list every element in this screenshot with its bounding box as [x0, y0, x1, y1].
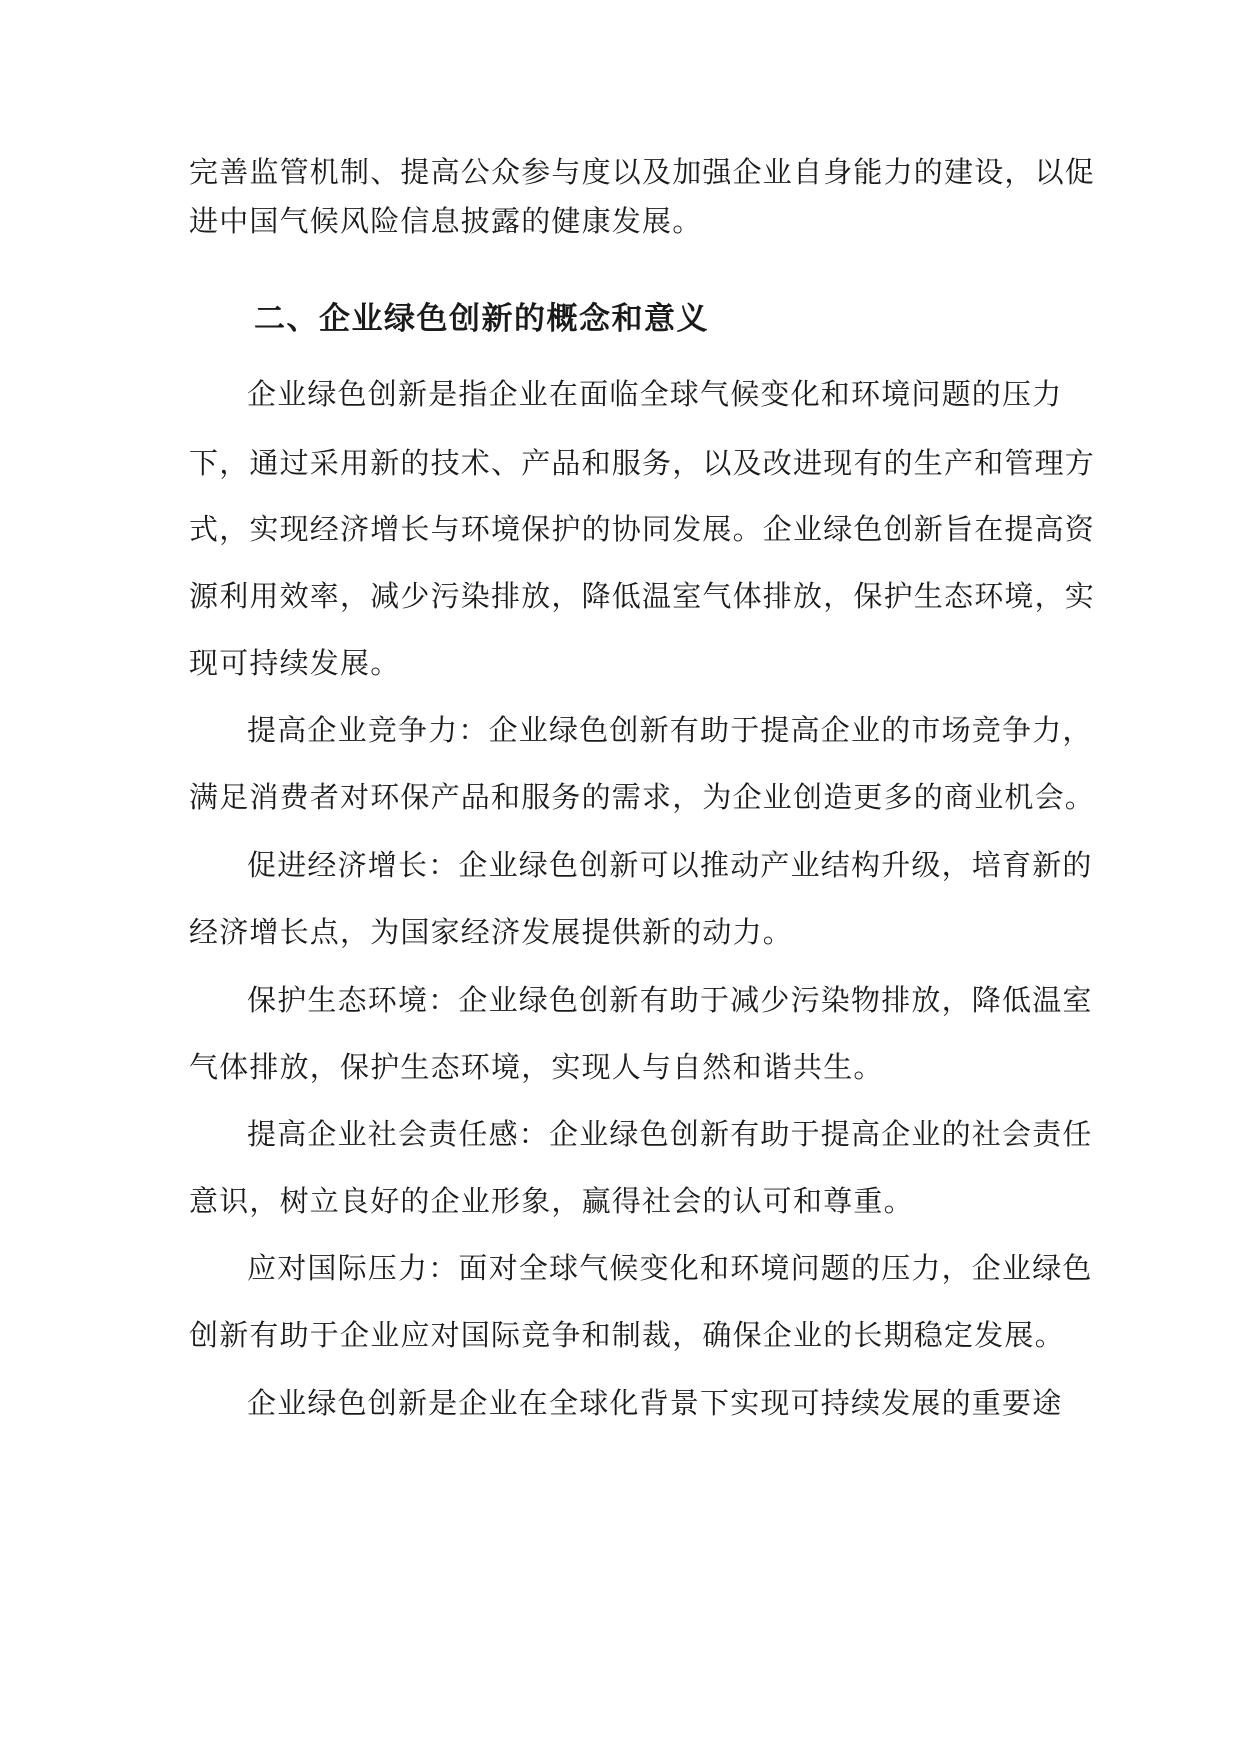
body-text-line: 下，通过采用新的技术、产品和服务，以及改进现有的生产和管理方	[189, 446, 1096, 480]
body-text-line: 式，实现经济增长与环境保护的协同发展。企业绿色创新旨在提高资	[189, 512, 1096, 546]
body-text-line: 满足消费者对环保产品和服务的需求，为企业创造更多的商业机会。	[189, 780, 1096, 814]
body-text-line: 气体排放，保护生态环境，实现人与自然和谐共生。	[189, 1050, 884, 1084]
body-text-line: 源利用效率，减少污染排放，降低温室气体排放，保护生态环境，实	[189, 579, 1096, 613]
paragraph-first-line: 促进经济增长：企业绿色创新可以推动产业结构升级，培育新的	[247, 848, 1093, 882]
body-text-line: 经济增长点，为国家经济发展提供新的动力。	[189, 915, 794, 949]
body-text-line: 意识，树立良好的企业形象，赢得社会的认可和尊重。	[189, 1184, 914, 1218]
paragraph-first-line: 应对国际压力：面对全球气候变化和环境问题的压力，企业绿色	[247, 1251, 1093, 1285]
paragraph-first-line: 企业绿色创新是指企业在面临全球气候变化和环境问题的压力	[247, 377, 1063, 411]
section-heading: 二、企业绿色创新的概念和意义	[254, 301, 709, 337]
body-text-line: 现可持续发展。	[189, 646, 401, 680]
body-text-line: 进中国气候风险信息披露的健康发展。	[189, 204, 703, 238]
body-text-line: 完善监管机制、提高公众参与度以及加强企业自身能力的建设，以促	[189, 155, 1096, 189]
body-text-line: 创新有助于企业应对国际竞争和制裁，确保企业的长期稳定发展。	[189, 1318, 1065, 1352]
paragraph-first-line: 企业绿色创新是企业在全球化背景下实现可持续发展的重要途	[247, 1386, 1063, 1420]
paragraph-first-line: 提高企业社会责任感：企业绿色创新有助于提高企业的社会责任	[247, 1117, 1093, 1151]
paragraph-first-line: 保护生态环境：企业绿色创新有助于减少污染物排放，降低温室	[247, 983, 1093, 1017]
paragraph-first-line: 提高企业竞争力：企业绿色创新有助于提高企业的市场竞争力，	[247, 713, 1093, 747]
